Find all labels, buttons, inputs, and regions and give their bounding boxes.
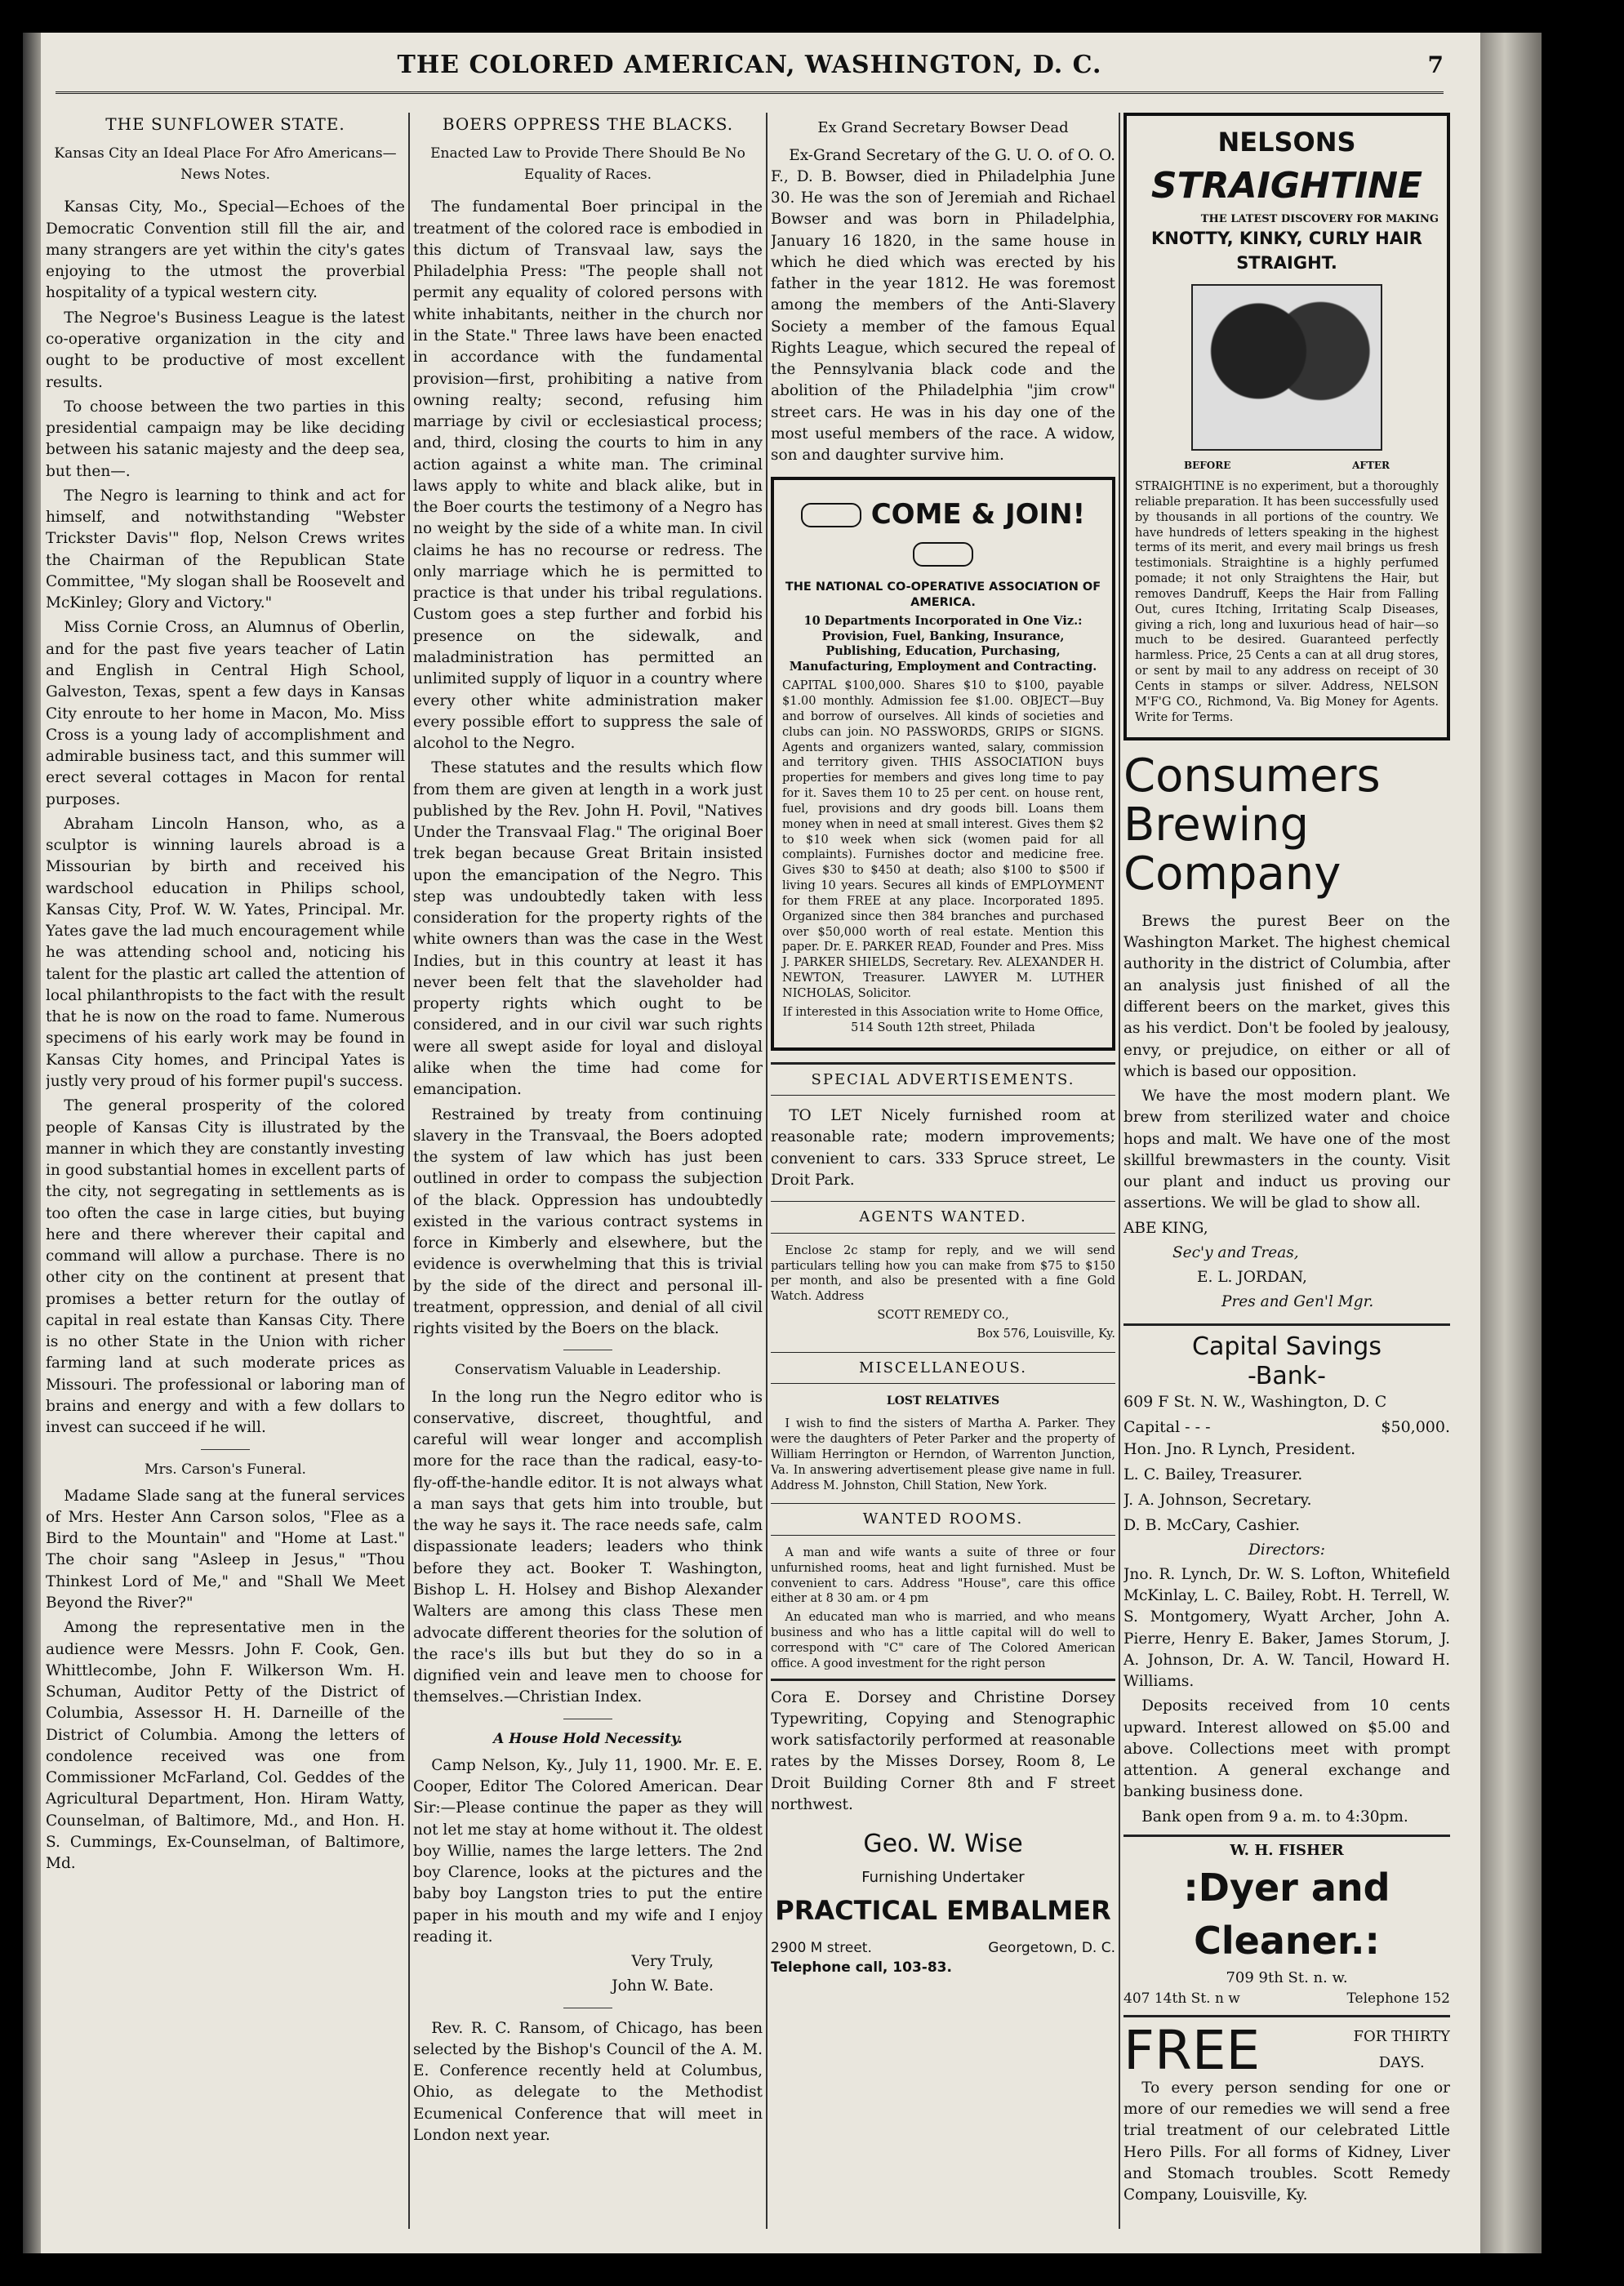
classified-ad: An educated man who is married, and who means business and who has a little capital will do well to correspond with "C" care of The Colored American office. A good investment for the right person	[771, 1611, 1115, 1670]
ad-body: To every person sending for one or more of our remedies we will send a free trial treatment of our celebrated Little Hero Pills. For all forms of Kidney, Liver and Stomach troubles. Scott Remedy Company, Louisville, Ky.	[1123, 2079, 1450, 2204]
free-side	[1354, 2024, 1450, 2077]
masthead: THE COLORED AMERICAN, WASHINGTON, D. C.	[56, 44, 1444, 94]
address-line: 2900 M street.	[771, 1939, 872, 1956]
before-after-portrait	[1191, 284, 1382, 451]
classified-ad: TO LET Nicely furnished room at reasonable rate; modern improvements; convenient to cars. 333 Spruce street, Le Droit Park.	[771, 1107, 1115, 1189]
section-heading: WANTED ROOMS.	[771, 1503, 1115, 1536]
separator	[201, 1449, 250, 1450]
dyer-title: :Dyer and Cleaner.:	[1183, 1865, 1390, 1963]
classified-ad: Cora E. Dorsey and Christine Dorsey Typewriting, Copying and Stenographic work satisfactorily performed at reasonable rates by the Misses Dorsey, Room 8, Le Droit Building Corner 8th and F street northwest.	[771, 1688, 1115, 1814]
ad-body: CAPITAL $100,000. Shares $10 to $100, payable $1.00 monthly. Admission fee $1.00. OBJECT—Buy and borrow of ourselves. All kinds of societies and clubs can join. NO PASSWORDS, GRIPS or SIGNS. Agents and organizers wanted, salary, commission and territory given. THIS ASSOCIATION buys properties for members and gives long time to pay for it. Saves them 10 to 25 per cent. on house rent, fuel, provisions and dry goods bill. Loans them money when in need at small interest. Gives them $2 to $10 week when sick (women paid for all complaints). Furnishes doctor and medicine free. Gives $30 to $450 at death; also $100 to $500 if living 10 years. Secures all kinds of EMPLOYMENT for them FREE at any place. Incorporated 1895. Organized since then 384 branches and purchased over $50,000 worth of real estate. Mention this paper. Dr. E. PARKER READ, Founder and Pres. Miss J. PARKER SHIELDS, Secretary. Rev. ALEXANDER H. NEWTON, Treasurer. LAWYER M. LUTHER NICHOLAS, Solicitor.	[782, 679, 1104, 1000]
before-label: BEFORE	[1184, 459, 1231, 471]
article-headline: THE SUNFLOWER STATE.	[105, 114, 345, 134]
article-headline: BOERS OPPRESS THE BLACKS.	[442, 114, 734, 134]
article-paragraph: To choose between the two parties in this presidential campaign may be like deciding between his satanic majesty and the deep sea, but then—.	[46, 398, 405, 480]
ad-heading: LOST RELATIVES	[886, 1394, 1000, 1408]
article-paragraph: Madame Slade sang at the funeral services of Mrs. Hester Ann Carson solos, "Flee as a Bird to the Mountain" and "Home at Last." The choir sang "Asleep in Jesus," "Thou Thinkest Lord of Me," and "Shall We Meet Beyond the River?"	[46, 1487, 405, 1612]
bank-officer: D. B. McCary, Cashier.	[1123, 1515, 1301, 1534]
ad-body: STRAIGHTINE is no experiment, but a thoroughly reliable preparation. It has been successfully used by thousands in all portions of the country. We have hundreds of letters speaking in the highest terms of its merit, and every mail brings us fresh testimonials. Straightine is a highly perfumed pomade; it not only Straightens the Hair, but removes Dandruff, Keeps the Hair from Falling Out, cures Itching, Irritating Scalp Diseases, giving a rich, long and luxurious head of hair—so much to be desired. Guaranteed perfectly harmless. Price, 25 Cents a can at all drug stores, or sent by mail to any address on receipt of 30 Cents in stamps or silver. Address, NELSON M'F'G CO., Richmond, Va. Big Money for Agents. Write for Terms.	[1135, 480, 1439, 724]
telephone: Telephone 152	[1346, 1990, 1450, 2007]
article-headline: Conservatism Valuable in Leadership.	[454, 1362, 722, 1379]
cooperative-ad	[771, 477, 1115, 1051]
capital-label: Capital - - -	[1123, 1417, 1211, 1436]
article-paragraph: In the long run the Negro editor who is conservative, discreet, thoughtful, and careful will wear longer and accomplish more for the race than the radical, easy-to-fly-off-the-handle editor. It is not always what a man says that gets him into trouble, but the way he says it. The race needs safe, calm dispassionate leaders; leaders who think before they act. Booker T. Washington, Bishop L. H. Holsey and Bishop Alexander Walters are among this class These men advocate different theories for the solution of the race's ills but but they do so in a dignified vein and leave men to choose for themselves.—Christian Index.	[413, 1388, 763, 1706]
dyer-address: 709 9th St. n. w.	[1226, 1969, 1348, 1987]
pointing-hand-icon	[801, 503, 861, 527]
brewery-title: Consumers Brewing Company	[1123, 749, 1381, 901]
ad-brand: NELSONS	[1217, 127, 1356, 158]
ad-address	[771, 1938, 1115, 1958]
after-label: AFTER	[1352, 459, 1390, 471]
signature: John W. Bate.	[612, 1977, 714, 1995]
ad-signature: ABE KING,	[1123, 1219, 1208, 1237]
bank-hours: Bank open from 9 a. m. to 4:30pm.	[1141, 1808, 1408, 1826]
ad-title: STRAIGHTINE	[1150, 165, 1423, 207]
free-side-line: FOR THIRTY	[1353, 2027, 1450, 2045]
come-join-text: COME & JOIN!	[870, 497, 1086, 531]
article-paragraph: The Negroe's Business League is the latest co-operative organization in the city and ought to be productive of most excellent results.	[46, 309, 405, 391]
article-paragraph: Miss Cornie Cross, an Alumnus of Oberlin, and for the past five years teacher of Latin and English in Central High School, Galveston, Texas, spent a few days in Kansas City enroute to her home in Macon, Mo. Miss Cross is a young lady of accomplishment and admirable business tact, and this summer will erect several cottages in Macon for rental purposes.	[46, 619, 405, 808]
column-3	[771, 113, 1115, 2229]
before-after-labels	[1135, 459, 1439, 473]
ad-subtitle: KNOTTY, KINKY, CURLY HAIR STRAIGHT.	[1151, 229, 1422, 274]
article-paragraph: Among the representative men in the audience were Messrs. John F. Cook, Gen. Whittlecombe, John F. Wilkerson Wm. H. Schuman, Auditor Petty of the District of Columbia, Assessor H. H. Darneille of the District of Columbia. Among the letters of condolence received was one from Commissioner McFarland, Col. Geddes of the Agricultural Department, Hon. Hiram Watty, Counselman, of Baltimore, Md., and Hon. H. S. Cummings, Ex-Counselman, of Baltimore, Md.	[46, 1619, 405, 1873]
ad-body: Brews the purest Beer on the Washington Market. The highest chemical authority in the district of Columbia, after an analysis just finished of all the different beers on the market, gives this as his verdict. Don't be fooled by jealousy, envy, or prejudice, on either or all of which is based our opposition.	[1123, 912, 1450, 1080]
ad-subtitle: Furnishing Undertaker	[861, 1868, 1025, 1886]
divider	[771, 1679, 1115, 1681]
article-subhead: Enacted Law to Provide There Should Be No Equality of Races.	[430, 145, 745, 183]
section-heading: SPECIAL ADVERTISEMENTS.	[771, 1062, 1115, 1096]
ad-telephone: Telephone call, 103-83.	[771, 1959, 952, 1976]
bank-officer: Hon. Jno. R Lynch, President.	[1123, 1439, 1356, 1458]
column-rule	[1119, 113, 1120, 2229]
column-2	[413, 113, 763, 2229]
ad-footer: If interested in this Association write to Home Office, 514 South 12th street, Philada	[782, 1005, 1104, 1034]
section-heading: AGENTS WANTED.	[771, 1201, 1115, 1234]
column-1	[46, 113, 405, 2229]
dyer-contact	[1123, 1989, 1450, 2008]
classified-ad: I wish to find the sisters of Martha A. Parker. They were the daughters of Peter Parker and the property of William Herrington or Herndon, of Warrenton Junction, Va. In answering advertisement please give name in full. Address M. Johnston, Chill Station, New York.	[771, 1417, 1115, 1492]
bank-title: Capital Savings	[1192, 1332, 1382, 1361]
bank-title: -Bank-	[1248, 1361, 1326, 1390]
article-paragraph: The Negro is learning to think and act for himself, and notwithstanding "Webster Trickster Davis'" flop, Nelson Crews writes the Chairman of the Republican State Committee, "My slogan shall be Roosevelt and McKinley; Glory and Victory."	[46, 487, 405, 612]
dyer-name: W. H. FISHER	[1230, 1841, 1344, 1859]
divider	[1123, 2015, 1450, 2017]
free-ad-header	[1123, 2018, 1450, 2082]
newspaper-page	[23, 33, 1542, 2253]
bank-address: 609 F St. N. W., Washington, D. C	[1123, 1392, 1387, 1411]
article-headline: A House Hold Necessity.	[493, 1730, 683, 1747]
undertaker-ad	[771, 1827, 1115, 1977]
article-paragraph: Abraham Lincoln Hanson, who, as a sculptor is winning laurels abroad is a Missourian by birth and received his wardschool education in Philips school, Kansas City, Prof. W. W. Yates, Principal. Mr. Yates gave the lad much encouragement while he was attending school and, noticing his talent for the plastic art called the attention of local philanthropists to the fact with the result that he is now on the road to fame. Numerous specimens of his early work may be found in Kansas City homes, and Principal Yates is justly very proud of his former pupil's success.	[46, 815, 405, 1091]
ad-signature: SCOTT REMEDY CO.,	[877, 1309, 1009, 1323]
divider	[1123, 1323, 1450, 1326]
directors-heading: Directors:	[1248, 1541, 1326, 1559]
pointing-hand-icon	[913, 542, 973, 567]
ad-body: We have the most modern plant. We brew from sterilized water and choice hops and malt. We have one of the most skillful brewmasters in the county. Visit our plant and induct us proving our assertions. We will be glad to show all.	[1123, 1087, 1450, 1212]
page-number: 7	[1427, 51, 1444, 78]
free-side-line: DAYS.	[1378, 2054, 1425, 2072]
article-paragraph: These statutes and the results which flow from them are given at length in a work just published by the Rev. John H. Povil, "Natives Under the Transvaal Flag." The original Boer trek began because Great Britain insisted upon the emancipation of the Negro. This step was undoubtedly taken with less consideration for the property rights of the white owners than was the case in the West Indies, but in this country at least it has never been felt that the slaveholder had property rights which ought to be considered, and in our civil war such rights were all swept aside for loyal and disloyal alike when the time had come for emancipation.	[413, 759, 763, 1099]
column-rule	[408, 113, 410, 2229]
page-binding	[1480, 33, 1542, 2253]
article-paragraph: The fundamental Boer principal in the treatment of the colored race is embodied in this dictum of Transvaal law, says the Philadelphia Press: "The people shall not permit any equality of colored persons with white inhabitants, neither in the church nor in the State." Three laws have been enacted in accordance with the fundamental provision—first, prohibiting a native from owning realty; second, refusing him marriage by civil or ecclesiastical process; and, third, closing the courts to him in any action against a white man. The criminal laws apply to white and black alike, but in the Boer courts the testimony of a Negro has no weight by the side of a white man. In civil claims he has no recourse or redress. The only marriage which he is permitted to practice is that under his tribal regulations. Custom goes a step further and forbid his presence on the sidewalk, and maladministration has permitted an unlimited supply of liquor in a country where every other white administration maker every possible effort to suppress the sale of alcohol to the Negro.	[413, 198, 763, 753]
article-headline: Mrs. Carson's Funeral.	[145, 1461, 306, 1478]
divider	[1123, 1835, 1450, 1837]
article-paragraph: The general prosperity of the colored people of Kansas City is illustrated by the manner in which they are constantly investing in good substantial homes in excellent parts of the city, not segregating in settlements as is too often the case in large cities, but buying here and there wherever their capital and command will allow a purchase. There is no other city on the continent at present that promises a better return for the outlay of capital in real estate than Kansas City. There is no other State in the Union with richer farming land at such moderate prices as Missouri. The professional or laboring man of brains and energy and with a few dollars to invest can succeed if he will.	[46, 1097, 405, 1437]
address-line: Georgetown, D. C.	[988, 1939, 1115, 1956]
article-subhead: Kansas City an Ideal Place For Afro Americans—News Notes.	[54, 145, 397, 183]
article-paragraph: Restrained by treaty from continuing slavery in the Transvaal, the Boers adopted the system of law which has just been outlined in order to compass the subjection of the black. Oppression has undoubtedly existed in the various contract systems in force in Kimberly and elsewhere, but the evidence is overwhelming that this is trivial by the side of the direct and personal ill-treatment, oppression, and denial of all civil rights visited by the Boers on the black.	[413, 1105, 763, 1338]
ad-title: THE NATIONAL CO-OPERATIVE ASSOCIATION OF AMERICA.	[785, 580, 1101, 609]
column-4	[1123, 113, 1450, 2229]
bank-officer: J. A. Johnson, Secretary.	[1123, 1490, 1312, 1509]
ad-name: Geo. W. Wise	[863, 1830, 1023, 1859]
come-join-banner	[782, 495, 1104, 574]
ad-tagline: THE LATEST DISCOVERY FOR MAKING	[1200, 212, 1439, 225]
address-line: 407 14th St. n w	[1123, 1990, 1240, 2007]
article-headline: Ex Grand Secretary Bowser Dead	[817, 119, 1069, 136]
signature: Very Truly,	[631, 1953, 714, 1971]
capital-value: $50,000.	[1381, 1417, 1450, 1436]
straightine-ad	[1123, 113, 1450, 741]
bank-terms: Deposits received from 10 cents upward. Interest allowed on $5.00 and above. Collections meet with prompt attention. A general exchange and banking business done.	[1123, 1697, 1450, 1801]
directors-list: Jno. R. Lynch, Dr. W. S. Lofton, Whitefield McKinlay, L. C. Bailey, Robt. H. Terrell, W. S. Montgomery, Wyatt Archer, John A. Pierre, Henry E. Baker, James Storum, J. A. Johnson, Dr. A. W. Tancil, Howard H. Williams.	[1123, 1565, 1450, 1691]
article-paragraph: Camp Nelson, Ky., July 11, 1900. Mr. E. E. Cooper, Editor The Colored American. Dear Sir:—Please continue the paper as they will not let me stay at home without it. The oldest boy Willie, names the large letters. The 2nd boy Clarence, looks at the pictures and the baby boy Langston tries to put the entire paper in his mouth and my wife and I enjoy reading it.	[413, 1756, 763, 1946]
ad-signature: E. L. JORDAN,	[1197, 1269, 1307, 1287]
article-paragraph: Ex-Grand Secretary of the G. U. O. of O. O. F., D. B. Bowser, died in Philadelphia June 30. He was the son of Jeremiah and Richael Bowser and was born in Philadelphia, January 16 1820, in the same house in which he died which was erected by his father in the year 1812. He was foremost among the members of the Anti-Slavery Society a member of the famous Equal Rights League, which secured the repeal of the Pennsylvania black code and the abolition of the Philadelphia "jim crow" street cars. He was in his day one of the most useful members of the race. A widow, son and daughter survive him.	[771, 146, 1115, 465]
ad-signature: Pres and Gen'l Mgr.	[1221, 1293, 1374, 1311]
section-heading: MISCELLANEOUS.	[771, 1352, 1115, 1385]
article-paragraph: Rev. R. C. Ransom, of Chicago, has been selected by the Bishop's Council of the A. M. E. Conference recently held at Columbus, Ohio, as delegate to the Methodist Ecumenical Conference that will meet in London next year.	[413, 2019, 763, 2144]
column-rule	[766, 113, 768, 2229]
page-left-edge	[23, 33, 41, 2253]
article-paragraph: Kansas City, Mo., Special—Echoes of the Democratic Convention still fill the air, and many strangers are yet within the city's gates enjoying to the utmost the proverbial hospitality of a typical western city.	[46, 198, 405, 302]
ad-signature: Box 576, Louisville, Ky.	[977, 1327, 1115, 1341]
bank-officer: L. C. Bailey, Treasurer.	[1123, 1465, 1303, 1483]
ad-title: PRACTICAL EMBALMER	[775, 1895, 1111, 1927]
ad-signature: Sec'y and Treas,	[1172, 1243, 1299, 1261]
ad-subtitle: 10 Departments Incorporated in One Viz.: Provision, Fuel, Banking, Insurance, Publishing, Education, Purchasing, Manufacturing, Employment and Contracting.	[789, 613, 1097, 674]
bank-capital	[1123, 1417, 1450, 1439]
free-title: FREE	[1123, 2018, 1261, 2082]
classified-ad: A man and wife wants a suite of three or four unfurnished rooms, heat and light furnished. Must be convenient to cars. Address "House", care this office either at 8 30 am. or 4 pm	[771, 1545, 1115, 1606]
classified-ad: Enclose 2c stamp for reply, and we will send particulars telling how you can make from $75 to $150 per month, and also be presented with a fine Gold Watch. Address	[771, 1243, 1115, 1304]
